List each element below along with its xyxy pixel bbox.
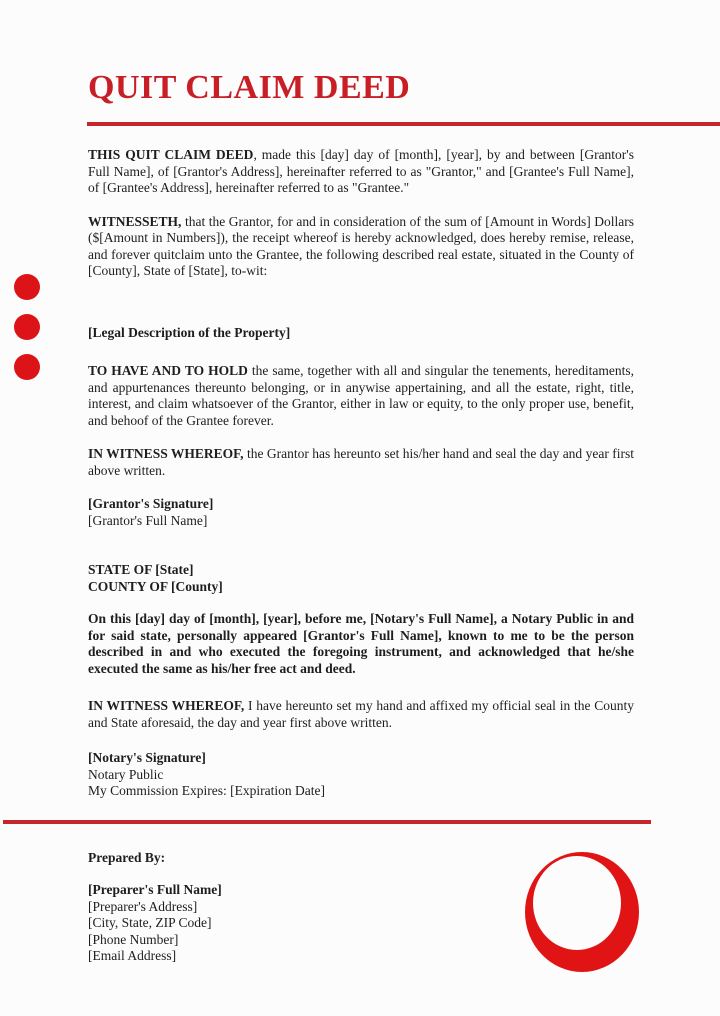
notary-title: Notary Public: [88, 766, 164, 782]
margin-dot-icon: [14, 354, 40, 380]
preparer-info-block: [88, 882, 634, 965]
witness-grantor-paragraph: [88, 446, 634, 479]
intro-paragraph: [88, 147, 634, 197]
margin-dot-icon: [14, 274, 40, 300]
preparer-name-placeholder: [Preparer's Full Name]: [88, 882, 222, 897]
witness-grantor-text: the Grantor has hereunto set his/her hand and seal the day and year first above written.: [88, 446, 634, 478]
habendum-paragraph: [88, 363, 634, 429]
state-county-block: [88, 562, 634, 595]
witness-notary-paragraph: [88, 698, 634, 731]
grantor-name-placeholder: [Grantor's Full Name]: [88, 512, 208, 528]
commission-expires-line: My Commission Expires: [Expiration Date]: [88, 783, 325, 798]
grantor-signature-block: [88, 496, 634, 529]
grantor-signature-placeholder: [Grantor's Signature]: [88, 496, 214, 511]
preparer-address-placeholder: [Preparer's Address]: [88, 898, 198, 914]
page-title: QUIT CLAIM DEED: [88, 69, 411, 106]
margin-dot-icon: [14, 314, 40, 340]
witnesseth-lead: WITNESSETH,: [88, 213, 182, 229]
preparer-email-placeholder: [Email Address]: [88, 948, 177, 963]
legal-description-placeholder: [Legal Description of the Property]: [88, 324, 291, 340]
habendum-lead: TO HAVE AND TO HOLD: [88, 363, 248, 378]
witness-notary-lead: IN WITNESS WHEREOF,: [88, 698, 245, 713]
habendum-text: the same, together with all and singular the tenements, hereditaments, and appurtenances thereunto belonging, or in anywise appertaining, and all the estate, right, title, interest, and claim whatsoever of the Grantor, either in law or equity, to the only proper use, benefit, and behoof of the Grantee forever.: [88, 363, 634, 428]
preparer-city-placeholder: [City, State, ZIP Code]: [88, 915, 212, 930]
intro-lead: THIS QUIT CLAIM DEED: [88, 147, 254, 162]
intro-text: , made this [day] day of [month], [year], by and between [Grantor's Full Name], of [Grantor's Address], hereinafter referred to as "Grantor," and [Grantee's Full Name], of [Grantee's Address], hereinafter referred to as "Grantee.": [88, 147, 634, 195]
witness-grantor-lead: IN WITNESS WHEREOF,: [88, 446, 244, 461]
witnesseth-text: that the Grantor, for and in consideration of the sum of [Amount in Words] Dollars ($[Amount in Numbers]), the receipt whereof is hereby acknowledged, does hereby remise, release, and forever quitclaim unto the Grantee, the following described real estate, situated in the County of [County], State of [State], to-wit:: [88, 213, 634, 278]
county-line: COUNTY OF [County]: [88, 578, 223, 594]
notary-acknowledgment-paragraph: On this [day] day of [month], [year], before me, [Notary's Full Name], a Notary Public in and for said state, personally appeared [Grantor's Full Name], known to me to be the person described in and who executed the foregoing instrument, and acknowledged that he/she executed the same as his/her free act and deed.: [88, 611, 634, 676]
preparer-phone-placeholder: [Phone Number]: [88, 931, 179, 947]
document-body: [88, 0, 634, 965]
witnesseth-paragraph: [88, 214, 634, 280]
prepared-by-label: Prepared By:: [88, 849, 166, 865]
state-line: STATE OF [State]: [88, 562, 194, 577]
witness-notary-text: I have hereunto set my hand and affixed my official seal in the County and State aforesaid, the day and year first above written.: [88, 698, 634, 730]
notary-signature-placeholder: [Notary's Signature]: [88, 750, 206, 765]
notary-signature-block: [88, 750, 634, 800]
